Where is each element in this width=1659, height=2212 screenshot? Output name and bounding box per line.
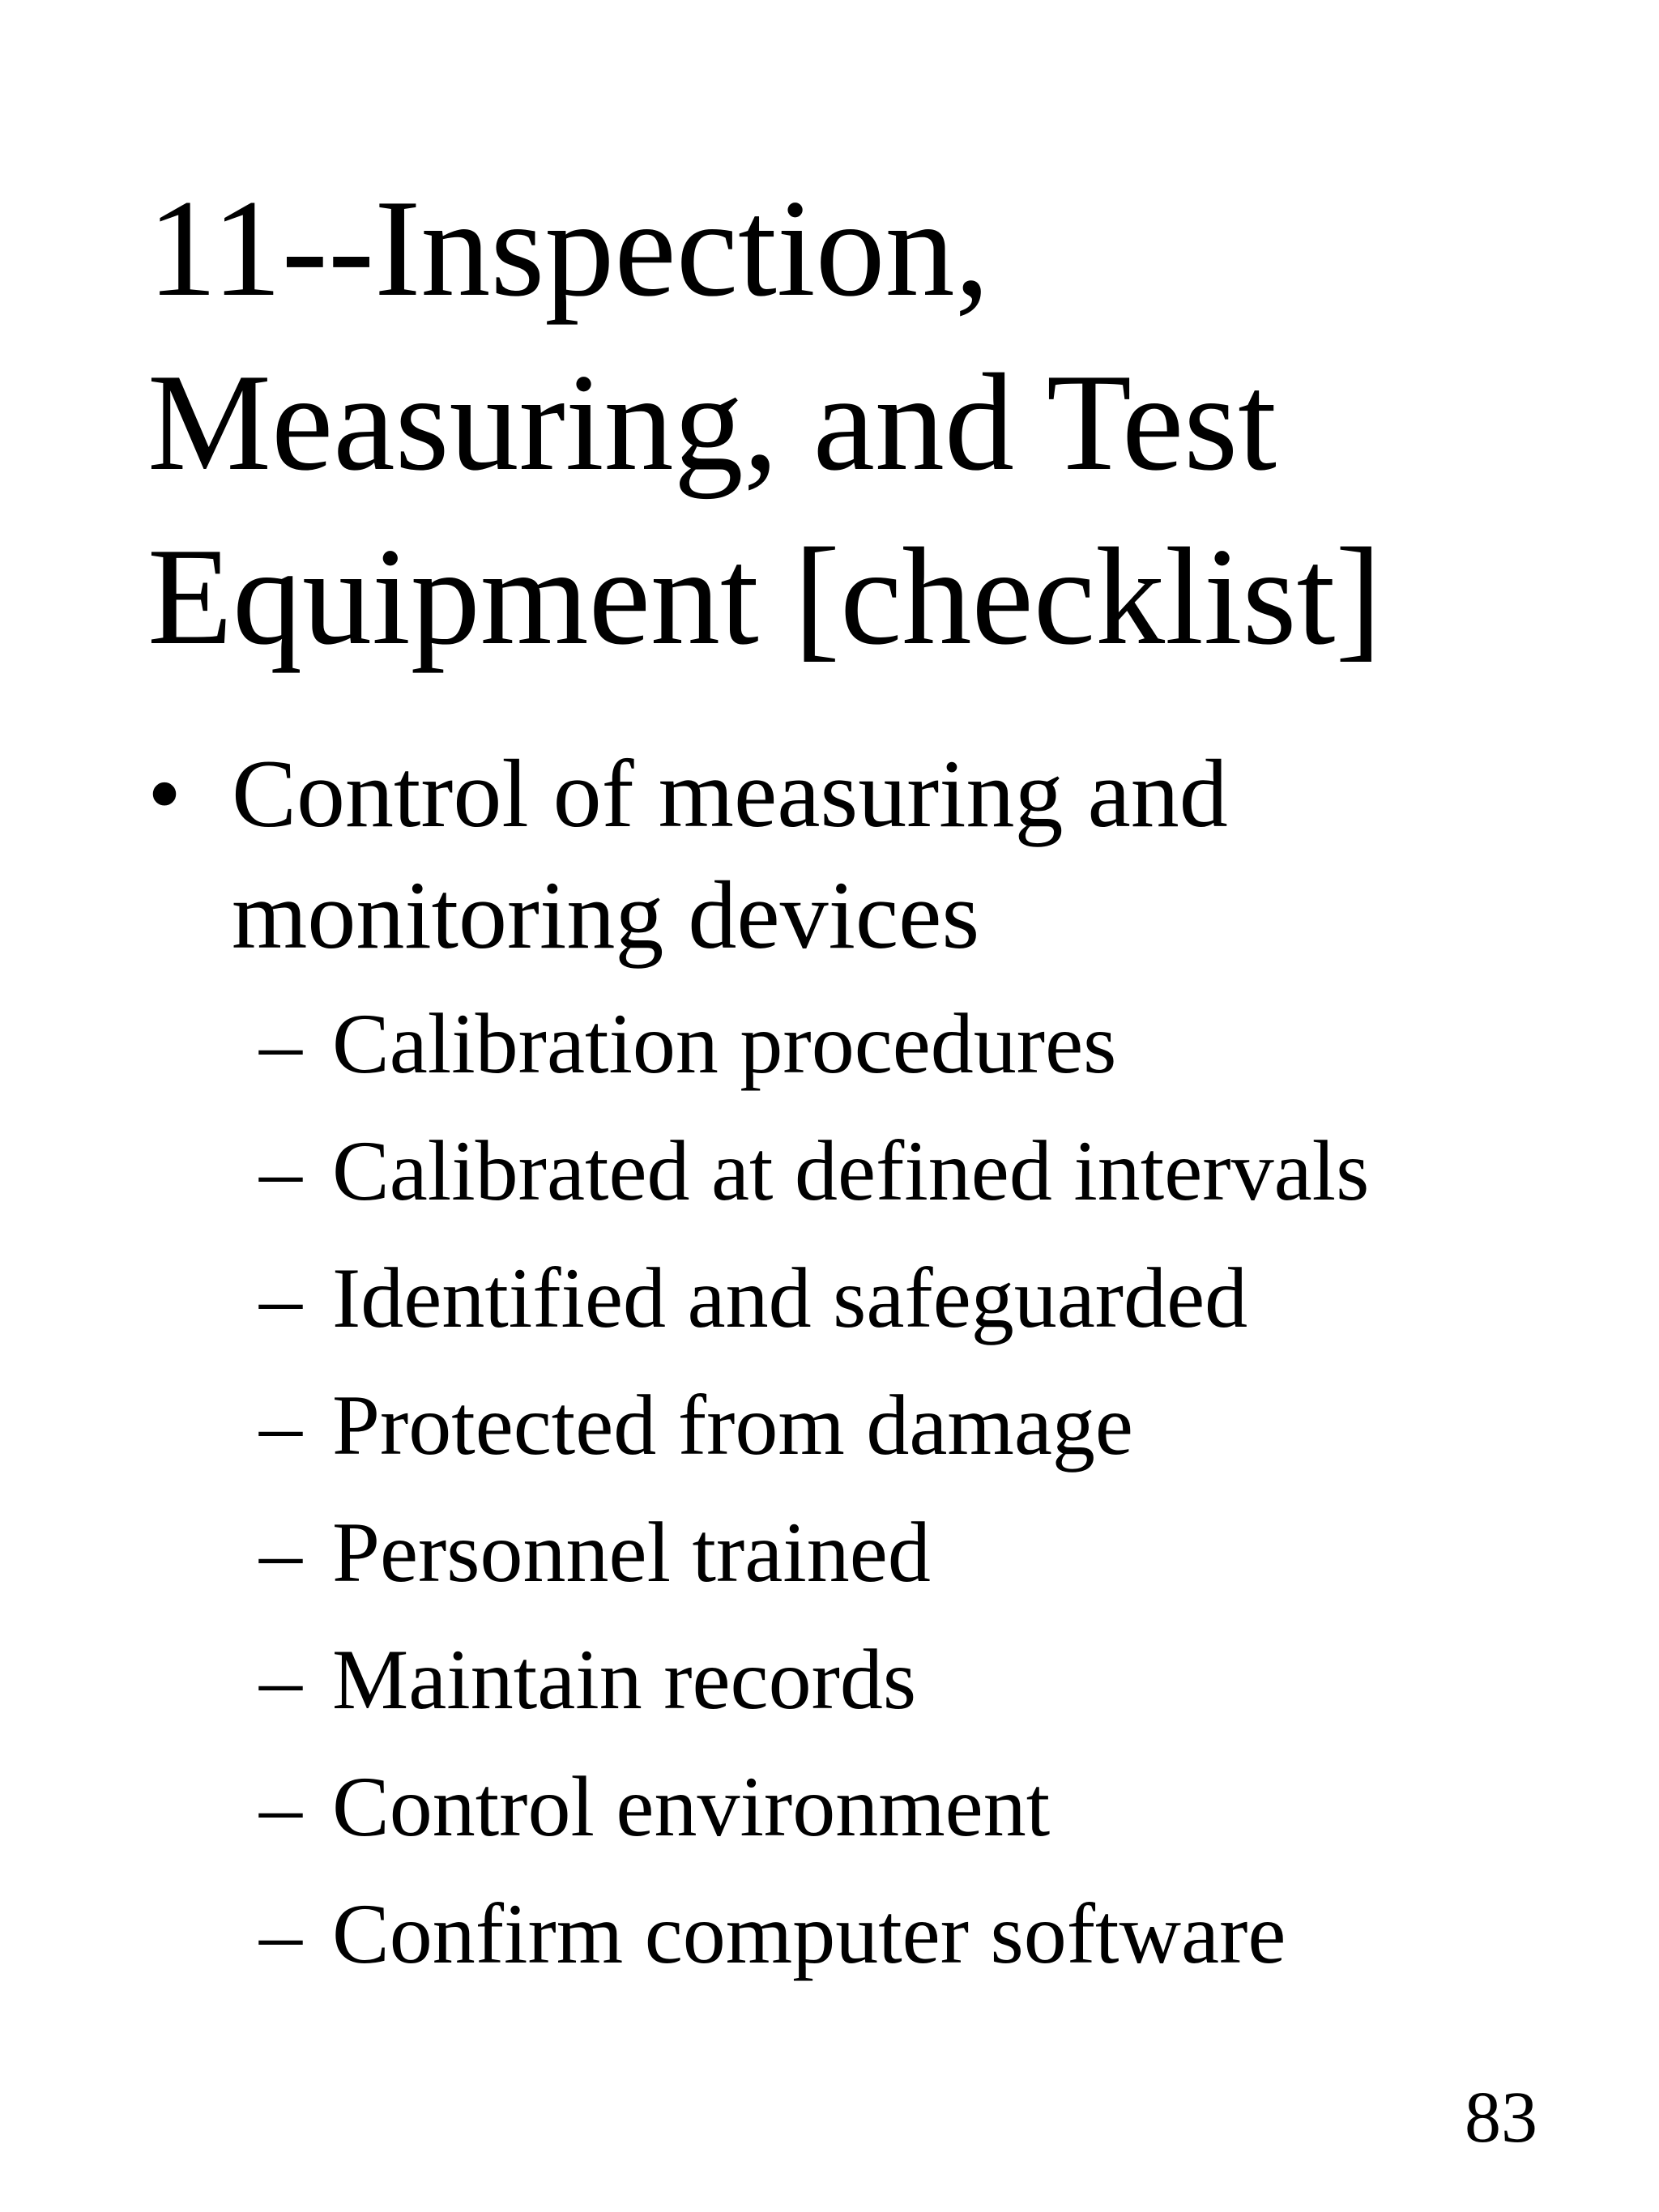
sub-bullet-text: Calibrated at defined intervals xyxy=(332,1123,1370,1218)
sub-bullet-item xyxy=(259,1870,1636,1997)
dash-marker: – xyxy=(259,996,302,1091)
sub-bullet-text: Personnel trained xyxy=(332,1505,931,1600)
title-line: Equipment [checklist] xyxy=(147,520,1382,674)
dash-marker: – xyxy=(259,1123,302,1218)
slide-title xyxy=(147,162,1589,684)
sub-bullet-text: Control environment xyxy=(332,1759,1051,1854)
bullet-line: monitoring devices xyxy=(232,861,980,969)
sub-bullet-item xyxy=(259,1234,1636,1362)
bullet-line: Control of measuring and xyxy=(232,739,1228,847)
sub-bullet-text: Identified and safeguarded xyxy=(332,1251,1248,1345)
sub-bullet-list xyxy=(259,980,1636,1997)
dash-marker: – xyxy=(259,1251,302,1345)
sub-bullet-text: Calibration procedures xyxy=(332,996,1117,1091)
dash-marker: – xyxy=(259,1505,302,1600)
sub-bullet-item xyxy=(259,1107,1636,1234)
title-line: 11--Inspection, xyxy=(147,172,990,326)
sub-bullet-item xyxy=(259,1489,1636,1616)
dash-marker: – xyxy=(259,1886,302,1981)
sub-bullet-text: Maintain records xyxy=(332,1632,917,1727)
sub-bullet-item xyxy=(259,980,1636,1107)
page-number: 83 xyxy=(1465,2078,1537,2158)
sub-bullet-item xyxy=(259,1616,1636,1743)
sub-bullet-item xyxy=(259,1362,1636,1489)
dash-marker: – xyxy=(259,1759,302,1854)
main-bullet-text xyxy=(232,733,1228,976)
dash-marker: – xyxy=(259,1378,302,1473)
sub-bullet-item xyxy=(259,1743,1636,1870)
sub-bullet-text: Protected from damage xyxy=(332,1378,1133,1473)
sub-bullet-text: Confirm computer software xyxy=(332,1886,1286,1981)
title-line: Measuring, and Test xyxy=(147,346,1277,500)
bullet-marker: • xyxy=(147,739,182,847)
dash-marker: – xyxy=(259,1632,302,1727)
